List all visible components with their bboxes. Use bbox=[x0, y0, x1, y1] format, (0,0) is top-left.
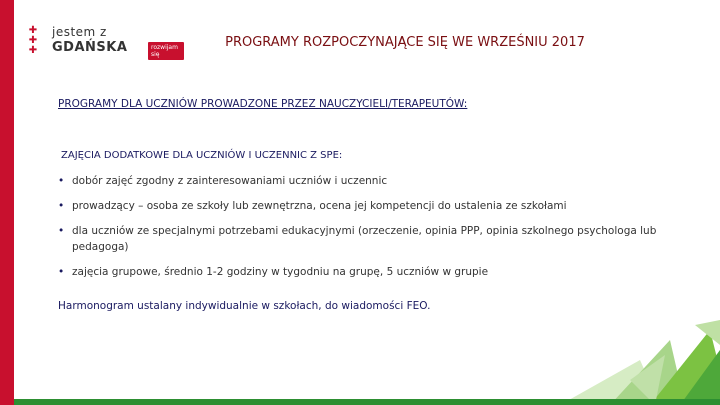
page-title-text: PROGRAMY ROZPOCZYNAJĄCE SIĘ WE WRZEŚNIU 2017 bbox=[225, 35, 585, 50]
list-item bbox=[58, 223, 658, 255]
list-item bbox=[58, 173, 658, 189]
bullet-icon: • bbox=[58, 175, 65, 187]
section-heading: ZAJĘCIA DODATKOWE DLA UCZNIÓW I UCZENNIC Z SPE: bbox=[61, 150, 343, 161]
left-accent-strip bbox=[0, 0, 14, 405]
logo-line1: jestem z bbox=[52, 25, 107, 39]
list-item bbox=[58, 198, 658, 214]
page-title bbox=[0, 35, 720, 50]
list-item-text: prowadzący – osoba ze szkoły lub zewnętrzna, ocena jej kompetencji do ustalenia ze szkołami bbox=[72, 200, 567, 212]
bullet-icon: • bbox=[58, 200, 65, 212]
bottom-green-bar bbox=[14, 399, 720, 405]
main-content bbox=[58, 98, 658, 323]
list-item-text: dobór zajęć zgodny z zainteresowaniami uczniów i uczennic bbox=[72, 175, 388, 187]
green-triangles-decoration bbox=[410, 320, 720, 405]
bullet-icon: • bbox=[58, 225, 65, 237]
bullet-icon: • bbox=[58, 266, 65, 278]
programs-subheading: PROGRAMY DLA UCZNIÓW PROWADZONE PRZEZ NAUCZYCIELI/TERAPEUTÓW: bbox=[58, 98, 468, 110]
bullet-list bbox=[58, 173, 658, 280]
logo-line2: GDAŃSKA bbox=[52, 40, 128, 55]
list-item-text: zajęcia grupowe, średnio 1-2 godziny w tygodniu na grupę, 5 uczniów w grupie bbox=[72, 266, 489, 278]
schedule-note: Harmonogram ustalany indywidualnie w szkołach, do wiadomości FEO. bbox=[58, 300, 431, 312]
gdansk-crest-icon: ✚ ✚ ✚ bbox=[28, 25, 38, 56]
list-item-text: dla uczniów ze specjalnymi potrzebami edukacyjnymi (orzeczenie, opinia PPP, opinia szkolnego psychologa lub pedagoga) bbox=[72, 225, 657, 253]
list-item bbox=[58, 264, 658, 280]
logo-tag: rozwijam się bbox=[148, 42, 184, 60]
